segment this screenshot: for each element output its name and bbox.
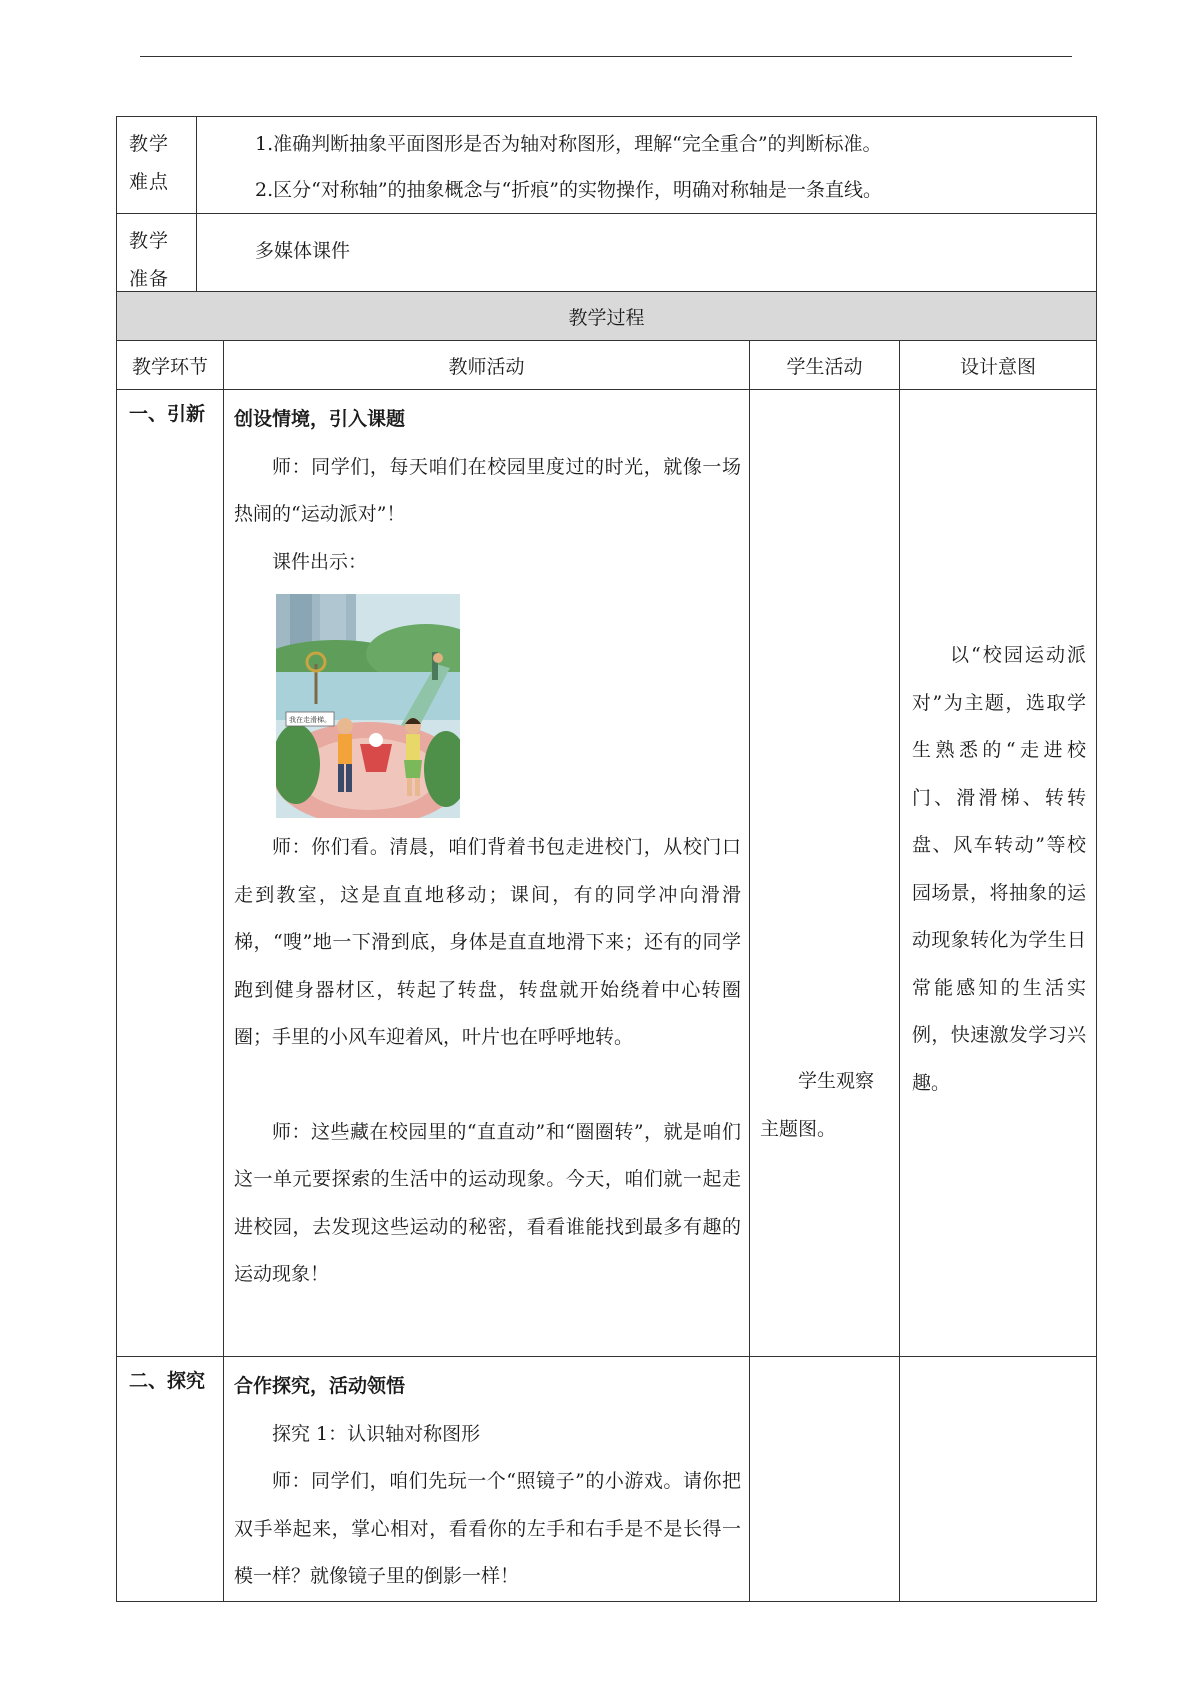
explore-heading: 合作探究，活动领悟 xyxy=(234,1375,406,1397)
explore-paragraph-2: 师：同学们，咱们先玩一个“照镜子”的小游戏。请你把双手举起来，掌心相对，看看你的左手和右手是不是长得一模一样？就像镜子里的倒影一样！ xyxy=(234,1470,741,1587)
design-intent-intro: 以“校园运动派对”为主题，选取学生熟悉的“走进校门、滑滑梯、转转盘、风车转动”等校园场景，将抽象的运动现象转化为学生日常能感知的生活实例，快速激发学习兴趣。 xyxy=(900,390,1097,1357)
intro-spacer xyxy=(234,1062,741,1109)
teacher-activity-explore xyxy=(224,1357,750,1602)
difficulty-item-2: 2.区分“对称轴”的抽象概念与“折痕”的实物操作，明确对称轴是一条直线。 xyxy=(255,179,882,201)
process-title-row xyxy=(117,292,1097,341)
intro-paragraph-3: 师：你们看。清晨，咱们背着书包走进校门，从校门口走到教室，这是直直地移动；课间，有的同学冲向滑滑梯，“嗖”地一下滑到底，身体是直直地滑下来；还有的同学跑到健身器材区，转起了转盘，转盘就开始绕着中心转圈圈；手里的小风车迎着风，叶片也在呼呼地转。 xyxy=(234,836,741,1048)
intro-heading: 创设情境，引入课题 xyxy=(234,408,406,430)
teacher-activity-intro xyxy=(224,390,750,1357)
student-activity-explore xyxy=(750,1357,900,1602)
preparation-label-line1: 教学 xyxy=(129,230,170,252)
preparation-label-line2: 准备 xyxy=(129,268,170,290)
difficulty-row xyxy=(117,117,1097,214)
student-activity-intro-text: 学生观察主题图。 xyxy=(760,1070,875,1140)
column-header-intent: 设计意图 xyxy=(900,341,1097,390)
intro-paragraph-1: 师：同学们，每天咱们在校园里度过的时光，就像一场热闹的“运动派对”！ xyxy=(234,455,741,525)
section-explore-row xyxy=(117,1357,1097,1602)
column-header-student: 学生活动 xyxy=(750,341,900,390)
difficulty-item-1: 1.准确判断抽象平面图形是否为轴对称图形，理解“完全重合”的判断标准。 xyxy=(255,133,882,155)
info-table xyxy=(116,116,1097,299)
difficulty-label-line2: 难点 xyxy=(129,171,170,193)
process-table xyxy=(116,291,1097,1602)
explore-paragraph-1: 探究 1：认识轴对称图形 xyxy=(272,1422,481,1445)
header-rule xyxy=(140,56,1072,57)
section-intro-row xyxy=(117,390,1097,1357)
column-header-row xyxy=(117,341,1097,390)
student-activity-intro xyxy=(750,390,900,1357)
stage-intro: 一、引新 xyxy=(117,390,224,1357)
difficulty-label-line1: 教学 xyxy=(129,133,170,155)
preparation-content: 多媒体课件 xyxy=(197,214,1097,299)
intro-paragraph-4: 师：这些藏在校园里的“直直动”和“圈圈转”，就是咱们这一单元要探索的生活中的运动现象。今天，咱们就一起走进校园，去发现这些运动的秘密，看看谁能找到最多有趣的运动现象！ xyxy=(234,1120,741,1285)
design-intent-explore xyxy=(900,1357,1097,1602)
stage-explore: 二、探究 xyxy=(117,1357,224,1602)
difficulty-content xyxy=(197,117,1097,214)
illustration-speech-bubble: 我在走滑梯。 xyxy=(289,716,331,724)
column-header-teacher: 教师活动 xyxy=(224,341,750,390)
column-header-stage: 教学环节 xyxy=(117,341,224,390)
preparation-row xyxy=(117,214,1097,299)
preparation-label xyxy=(117,214,197,299)
process-title: 教学过程 xyxy=(117,292,1097,341)
difficulty-label xyxy=(117,117,197,214)
campus-illustration xyxy=(276,594,460,818)
intro-paragraph-2: 课件出示： xyxy=(272,550,368,573)
